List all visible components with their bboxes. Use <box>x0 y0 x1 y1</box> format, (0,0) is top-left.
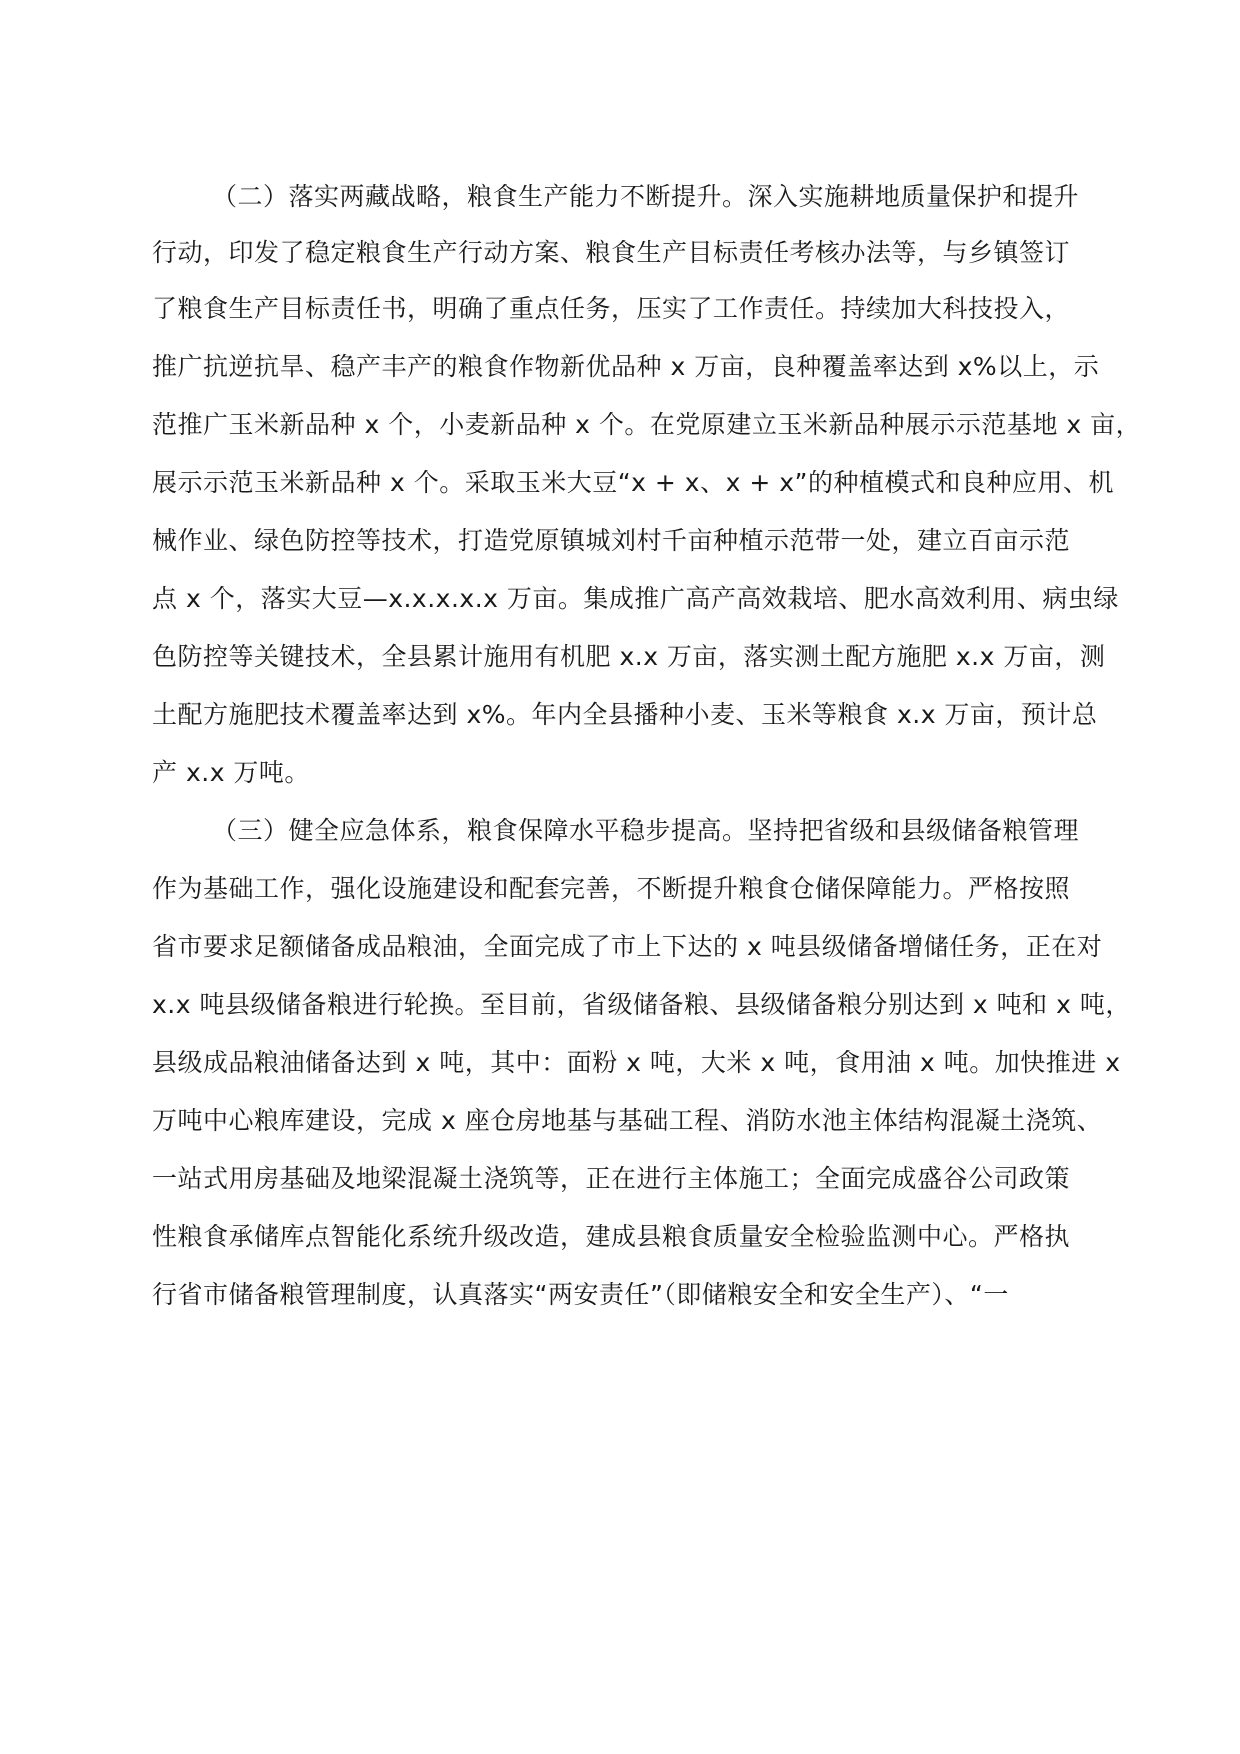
paragraph-2-line-7: 械作业、绿色防控等技术，打造党原镇城刘村千亩种植示范带一处，建立百亩示范 <box>152 526 1071 555</box>
paragraph-3-line-7: 一站式用房基础及地梁混凝土浇筑等，正在进行主体施工；全面完成盛谷公司政策 <box>152 1164 1071 1193</box>
paragraph-2-line-11: 产 x.x 万吨。 <box>152 758 310 787</box>
paragraph-2-line-1: （二）落实两藏战略，粮食生产能力不断提升。深入实施耕地质量保护和提升 <box>212 182 1080 211</box>
paragraph-2-line-10: 土配方施肥技术覆盖率达到 x%。年内全县播种小麦、玉米等粮食 x.x 万亩，预计总 <box>152 700 1098 729</box>
paragraph-3-line-8: 性粮食承储库点智能化系统升级改造，建成县粮食质量安全检验监测中心。严格执 <box>152 1222 1071 1251</box>
paragraph-3-line-4: x.x 吨县级储备粮进行轮换。至目前，省级储备粮、县级储备粮分别达到 x 吨和 x 吨， <box>152 990 1131 1019</box>
paragraph-3-line-6: 万吨中心粮库建设，完成 x 座仓房地基与基础工程、消防水池主体结构混凝土浇筑、 <box>152 1106 1103 1135</box>
paragraph-2-line-6: 展示示范玉米新品种 x 个。采取玉米大豆“x + x、x + x”的种植模式和良种应用、机 <box>152 468 1114 497</box>
paragraph-2-line-4: 推广抗逆抗旱、稳产丰产的粮食作物新优品种 x 万亩，良种覆盖率达到 x%以上，示 <box>152 352 1100 381</box>
paragraph-3-line-3: 省市要求足额储备成品粮油，全面完成了市上下达的 x 吨县级储备增储任务，正在对 <box>152 932 1103 961</box>
paragraph-2-line-8: 点 x 个，落实大豆—x.x.x.x.x 万亩。集成推广高产高效栽培、肥水高效利用、病虫绿 <box>152 584 1119 613</box>
paragraph-3-line-9: 行省市储备粮管理制度，认真落实“两安责任”（即储粮安全和安全生产）、“一 <box>152 1280 1009 1309</box>
paragraph-3-line-5: 县级成品粮油储备达到 x 吨，其中：面粉 x 吨，大米 x 吨，食用油 x 吨。加快推进 x <box>152 1048 1121 1077</box>
paragraph-2-line-9: 色防控等关键技术，全县累计施用有机肥 x.x 万亩，落实测土配方施肥 x.x 万亩，测 <box>152 642 1106 671</box>
paragraph-2-line-3: 了粮食生产目标责任书，明确了重点任务，压实了工作责任。持续加大科技投入， <box>152 294 1071 323</box>
paragraph-2-line-5: 范推广玉米新品种 x 个，小麦新品种 x 个。在党原建立玉米新品种展示示范基地 x 亩， <box>152 410 1142 439</box>
paragraph-3-line-1: （三）健全应急体系，粮食保障水平稳步提高。坚持把省级和县级储备粮管理 <box>212 816 1080 845</box>
paragraph-3-line-2: 作为基础工作，强化设施建设和配套完善，不断提升粮食仓储保障能力。严格按照 <box>152 874 1071 903</box>
paragraph-2-line-2: 行动，印发了稳定粮食生产行动方案、粮食生产目标责任考核办法等，与乡镇签订 <box>152 238 1071 267</box>
